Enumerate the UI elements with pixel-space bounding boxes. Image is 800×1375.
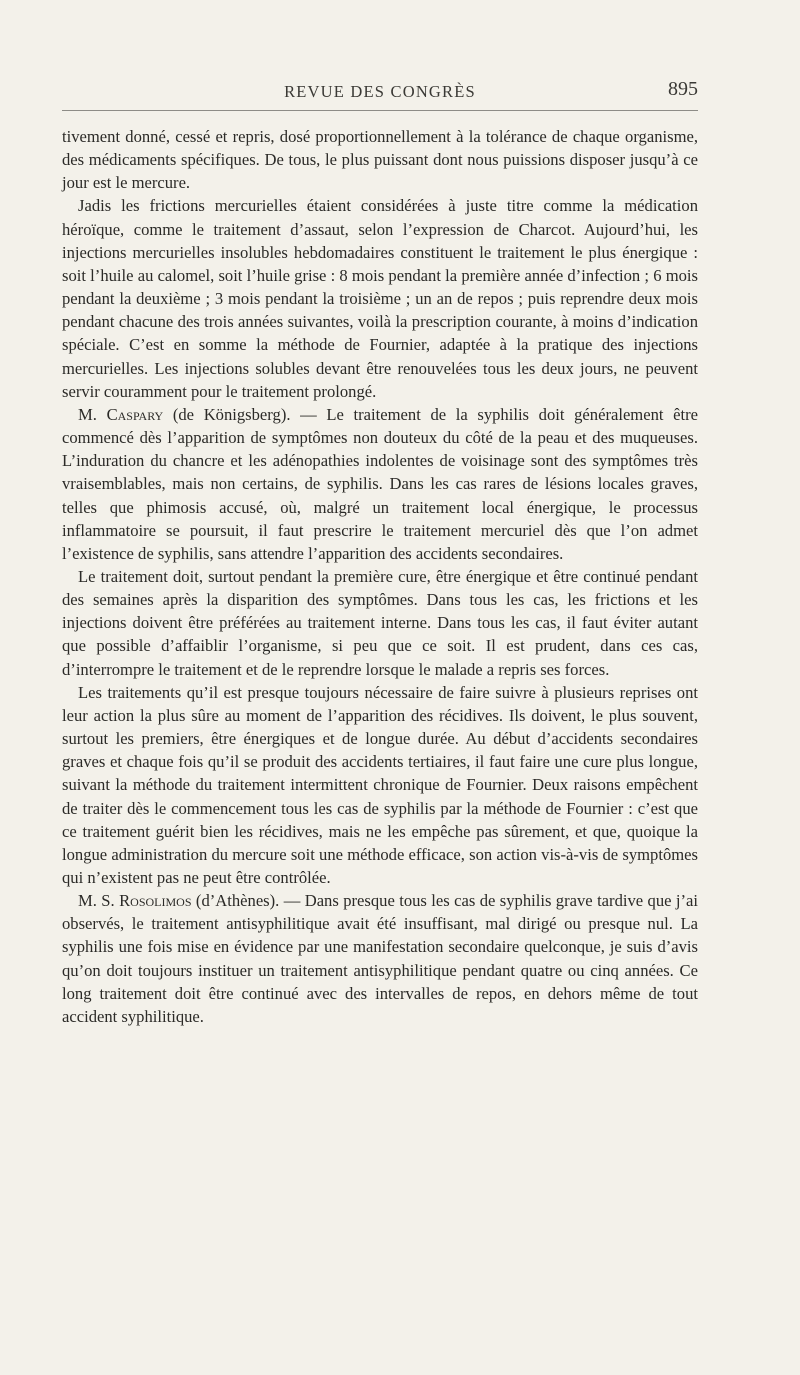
- paragraph: [62, 889, 698, 1028]
- paragraph: [62, 194, 698, 402]
- header-rule: [62, 110, 698, 111]
- speaker-name: Caspary: [106, 404, 164, 424]
- running-title: REVUE DES CONGRÈS: [284, 82, 476, 101]
- body-text: [62, 125, 698, 1028]
- paragraph: [62, 125, 698, 194]
- paragraph-text: tivement donné, cessé et repris, dosé proportionnellement à la tolérance de chaque organisme, des médicaments spécifiques. De tous, le plus puissant dont nous puissions disposer jusqu’à ce jour est le mercure.: [62, 127, 698, 193]
- paragraph-text: Les traitements qu’il est presque toujours nécessaire de faire suivre à plusieurs reprises ont leur action la plus sûre au moment de l’apparition des récidives. Ils doivent, le plus souvent, surtout les premiers, être énergiques et de longue durée. Au début d’accidents secondaires graves et chaque fois qu’il se produit des accidents tertiaires, il faut faire une cure plus longue, suivant la méthode du traitement intermittent chronique de Fournier. Deux raisons empêchent de traiter dès le commencement tous les cas de syphilis par la méthode de Fournier : c’est que ce traitement guérit bien les récidives, mais ne les empêche pas sûrement, et que, quoique la longue administration du mercure soit une méthode efficace, son action vis-à-vis de symptômes qui n’existent pas ne peut être contrôlée.: [62, 682, 698, 887]
- page-number: 895: [668, 78, 698, 100]
- document-page: [62, 74, 698, 1028]
- speaker-prefix: M.: [78, 404, 107, 424]
- paragraph: [62, 565, 698, 681]
- running-header: [62, 74, 698, 110]
- speaker-name: Rosolimos: [119, 891, 192, 911]
- paragraph-text: (de Königsberg). — Le traitement de la syphilis doit généralement être commencé dès l’apparition de symptômes non douteux du côté de la peau et des muqueuses. L’induration du chancre et les adénopathies indolentes de voisinage sont des symptômes très vraisemblables, mais non certains, de syphilis. Dans les cas rares de lésions locales graves, telles que phimosis accusé, où, malgré un traitement local énergique, le processus inflammatoire se poursuit, il faut prescrire le traitement mercuriel dès que l’on admet l’existence de syphilis, sans attendre l’apparition des accidents secondaires.: [62, 404, 698, 563]
- paragraph-text: Le traitement doit, surtout pendant la première cure, être énergique et être continué pendant des semaines après la disparition des symptômes. Dans tous les cas, les frictions et les injections doivent être préférées au traitement interne. Dans tous les cas, il faut éviter autant que possible d’affaiblir l’organisme, si peu que ce soit. Il est prudent, dans ces cas, d’interrompre le traitement et de le reprendre lorsque le malade a repris ses forces.: [62, 566, 698, 679]
- paragraph-text: (d’Athènes). — Dans presque tous les cas de syphilis grave tardive que j’ai observés, le traitement antisyphilitique avait été insuffisant, mal dirigé ou presque nul. La syphilis une fois mise en évidence par une manifestation secondaire quelconque, je suis d’avis qu’on doit toujours instituer un traitement antisyphilitique pendant quatre ou cinq années. Ce long traitement doit être continué avec des intervalles de repos, en dehors même de tout accident syphilitique.: [62, 891, 699, 1026]
- speaker-prefix: M. S.: [78, 891, 120, 911]
- paragraph: [62, 403, 698, 565]
- paragraph-text: Jadis les frictions mercurielles étaient considérées à juste titre comme la médication héroïque, comme le traitement d’assaut, selon l’expression de Charcot. Aujourd’hui, les injections mercurielles insolubles hebdomadaires constituent le traitement le plus énergique : soit l’huile au calomel, soit l’huile grise : 8 mois pendant la première année d’infection ; 6 mois pendant la deuxième ; 3 mois pendant la troisième ; un an de repos ; puis reprendre deux mois pendant chacune des trois années suivantes, voilà la prescription courante, à moins d’indication spéciale. C’est en somme la méthode de Fournier, adaptée à la pratique des injections mercurielles. Les injections solubles devant être renouvelées tous les deux jours, ne peuvent servir couramment pour le traitement prolongé.: [62, 196, 698, 401]
- paragraph: [62, 681, 698, 889]
